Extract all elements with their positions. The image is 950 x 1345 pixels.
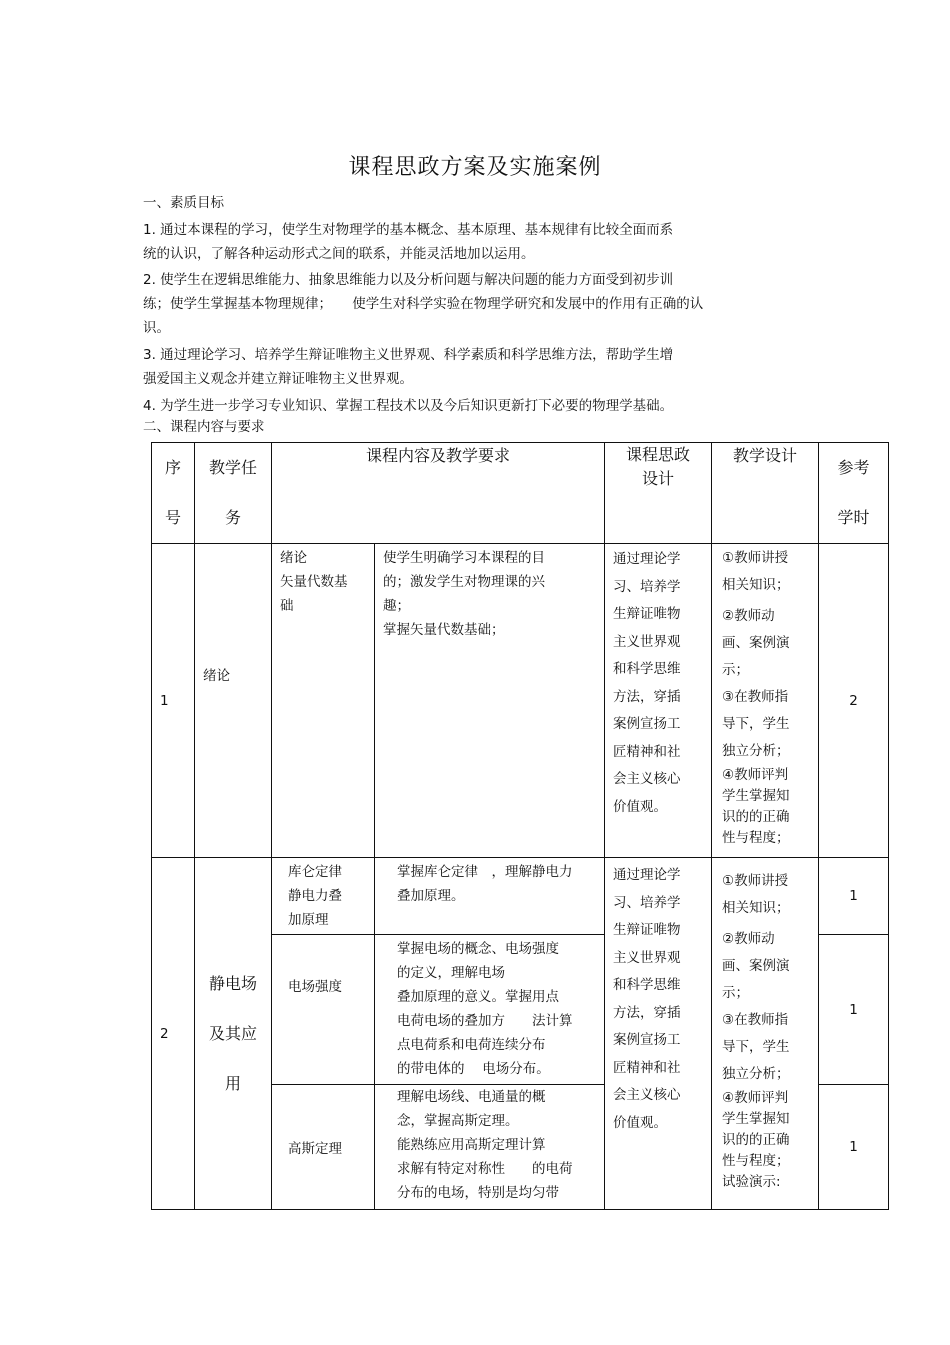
row1-requirement: 使学生明确学习本课程的目 的；激发学生对物理课的兴 趣； 掌握矢量代数基础；: [375, 544, 605, 858]
header-hours: 参考 学时: [819, 443, 889, 544]
section1-heading: 一、素质目标: [143, 195, 224, 211]
row2-sub2-topic-text: 电场强度: [288, 979, 342, 995]
table-row: [152, 544, 889, 858]
objective-3-line: 强爱国主义观念并建立辩证唯物主义世界观。: [143, 371, 413, 387]
row1-hours: 2: [819, 544, 889, 858]
objective-2-line: 2. 使学生在逻辑思维能力、抽象思维能力以及分析问题与解决问题的能力方面受到初步训: [143, 272, 674, 288]
objective-2: [143, 268, 783, 340]
row2-sub3-hours: 1: [819, 1085, 889, 1210]
row2-sub2-hours: 1: [819, 935, 889, 1085]
header-content: 课程内容及教学要求: [272, 443, 605, 544]
objective-2-line: 练；使学生掌握基本物理规律； 使学生对科学实验在物理学研究和发展中的作用有正确的认: [143, 296, 704, 312]
row2-sub1-requirement: 掌握库仑定律 ，理解静电力 叠加原理。: [375, 858, 605, 935]
header-seq: 序 号: [152, 443, 195, 544]
header-task: 教学任 务: [195, 443, 272, 544]
row1-task: [195, 544, 272, 858]
header-design: 教学设计: [712, 443, 819, 544]
objective-1-line: 1. 通过本课程的学习，使学生对物理学的基本概念、基本原理、基本规律有比较全面而系: [143, 222, 674, 238]
row2-design: ①教师讲授 相关知识； ②教师动 画、案例演 示； ③在教师指 导下，学生 独立分析； ④教师评判 学生掌握知 识的的正确 性与程度； 试验演示:: [712, 858, 819, 1210]
row2-sub2-requirement: 掌握电场的概念、电场强度 的定义，理解电场 叠加原理的意义。掌握用点 电荷电场的叠加方 法计算 点电荷系和电荷连续分布 的带电体的 电场分布。: [375, 935, 605, 1085]
row2-sub3-topic-text: 高斯定理: [288, 1141, 342, 1157]
objective-4-line: 4. 为学生进一步学习专业知识、掌握工程技术以及今后知识更新打下必要的物理学基础。: [143, 398, 674, 414]
objective-3-line: 3. 通过理论学习、培养学生辩证唯物主义世界观、科学素质和科学思维方法，帮助学生增: [143, 347, 674, 363]
row1-ideology: 通过理论学 习、培养学 生辩证唯物 主义世界观 和科学思维 方法，穿插 案例宣扬工 匠精神和社 会主义核心 价值观。: [605, 544, 712, 858]
row2-sub1-topic: 库仑定律 静电力叠 加原理: [272, 858, 375, 935]
row2-task: 静电场 及其应 用: [195, 858, 272, 1210]
section2-heading: 二、课程内容与要求: [143, 419, 265, 435]
course-content-table: [151, 442, 889, 1210]
row2-sub3-requirement: 理解电场线、电通量的概 念，掌握高斯定理。 能熟练应用高斯定理计算 求解有特定对称性 的电荷 分布的电场，特别是均匀带: [375, 1085, 605, 1210]
row1-topic: 绪论 矢量代数基 础: [272, 544, 375, 858]
objective-2-line: 识。: [143, 320, 170, 336]
row2-ideology: 通过理论学 习、培养学 生辩证唯物 主义世界观 和科学思维 方法，穿插 案例宣扬工 匠精神和社 会主义核心 价值观。: [605, 858, 712, 1210]
row1-task-text: 绪论: [203, 668, 230, 684]
table-header-row: [152, 443, 889, 544]
row2-sub2-topic: [272, 935, 375, 1085]
objective-1-line: 统的认识，了解各种运动形式之间的联系，并能灵活地加以运用。: [143, 246, 535, 262]
row2-sub1-hours: 1: [819, 858, 889, 935]
header-ideology: 课程思政 设计: [605, 443, 712, 544]
row2-sub3-topic: [272, 1085, 375, 1210]
objective-3: [143, 343, 763, 391]
objective-1: [143, 218, 763, 266]
row2-seq: 2: [152, 858, 195, 1210]
table-row: [152, 858, 889, 935]
objective-4: [143, 394, 783, 418]
page-title: 课程思政方案及实施案例: [348, 155, 602, 180]
row1-seq: 1: [152, 544, 195, 858]
row1-design: ①教师讲授 相关知识； ②教师动 画、案例演 示； ③在教师指 导下，学生 独立分析； ④教师评判 学生掌握知 识的的正确 性与程度；: [712, 544, 819, 858]
